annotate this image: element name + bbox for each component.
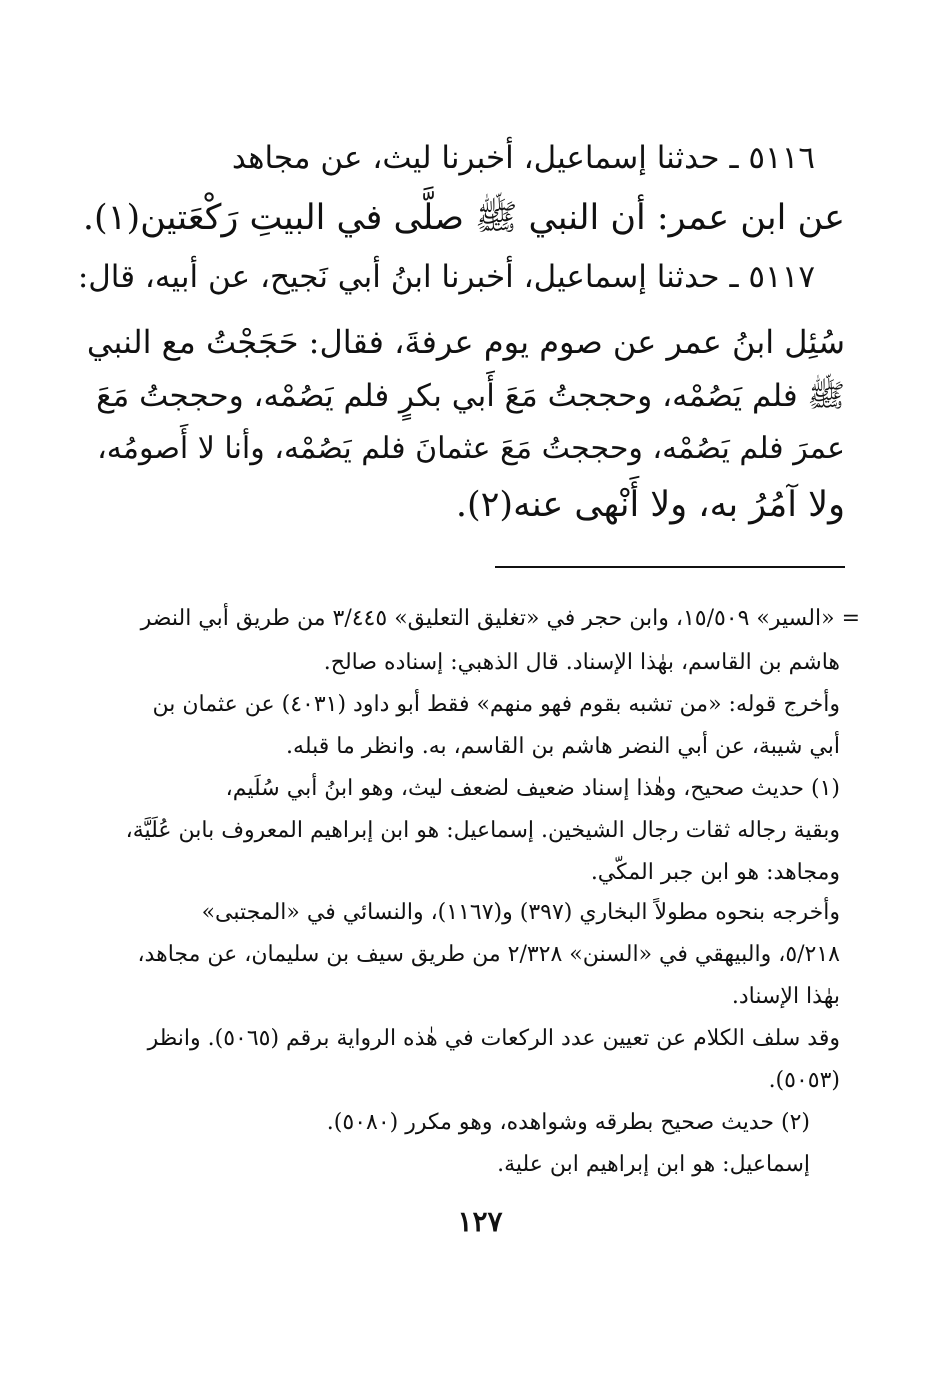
footnote-separator [495, 566, 845, 568]
footnote-line: وقد سلف الكلام عن تعيين عدد الركعات في هٰذه الرواية برقم (٥٠٦٥). وانظر [147, 1026, 840, 1051]
page-number: ١٢٧ [457, 1205, 503, 1238]
hadith-5117-body-line: ﷺ فلم يَصُمْه، وحججتُ مَعَ أَبي بكرٍ فلم يَصُمْه، وحججتُ مَعَ [96, 378, 845, 414]
hadith-5117-body-line: عمرَ فلم يَصُمْه، وحججتُ مَعَ عثمانَ فلم يَصُمْه، وأنا لا أَصومُه، [97, 431, 845, 466]
hadith-5117-intro: ٥١١٧ ـ حدثنا إسماعيل، أخبرنا ابنُ أبي نَجيح، عن أبيه، قال: [77, 259, 815, 295]
footnote-line: بهٰذا الإسناد. [731, 984, 840, 1009]
hadith-5117-body-line: سُئِل ابنُ عمر عن صوم يوم عرفةَ، فقال: حَجَجْتُ مع النبي [86, 323, 845, 361]
footnote-line: هاشم بن القاسم، بهٰذا الإسناد. قال الذهبي: إسناده صالح. [323, 650, 840, 675]
footnote-line: (٢) حديث صحيح بطرقه وشواهده، وهو مكرر (٥٠٨٠). [326, 1110, 810, 1135]
footnote-line: وأخرج قوله: «من تشبه بقوم فهو منهم» فقط أبو داود (٤٠٣١) عن عثمان بن [152, 692, 840, 717]
footnote-line: أبي شيبة، عن أبي النضر هاشم بن القاسم، به. وانظر ما قبله. [286, 734, 840, 759]
hadith-5117-body-line: ولا آمُرُ به، ولا أَنْهى عنه(٢). [455, 485, 845, 525]
footnote-line: ٥/٢١٨، والبيهقي في «السنن» ٢/٣٢٨ من طريق سيف بن سليمان، عن مجاهد، [137, 942, 840, 967]
hadith-5116-intro: ٥١١٦ ـ حدثنا إسماعيل، أخبرنا ليث، عن مجاهد [231, 140, 815, 176]
footnote-line: وأخرجه بنحوه مطولاً البخاري (٣٩٧) و(١١٦٧)، والنسائي في «المجتبى» [201, 900, 840, 925]
footnote-line: (٥٠٥٣). [768, 1068, 840, 1093]
footnote-line: (١) حديث صحيح، وهٰذا إسناد ضعيف لضعف ليث، وهو ابنُ أبي سُلَيم، [225, 776, 840, 801]
footnote-line: ومجاهد: هو ابن جبر المكّي. [590, 860, 840, 885]
footnote-line: وبقية رجاله ثقات رجال الشيخين. إسماعيل: هو ابن إبراهيم المعروف بابن عُلَيَّة، [125, 818, 840, 843]
hadith-5116-body: عن ابن عمر: أن النبي ﷺ صلَّى في البيتِ رَكْعَتين(١). [82, 198, 845, 238]
footnote-line: إسماعيل: هو ابن إبراهيم ابن علية. [497, 1152, 810, 1177]
footnote-line: = «السير» ١٥/٥٠٩، وابن حجر في «تغليق التعليق» ٣/٤٤٥ من طريق أبي النضر [140, 606, 860, 631]
